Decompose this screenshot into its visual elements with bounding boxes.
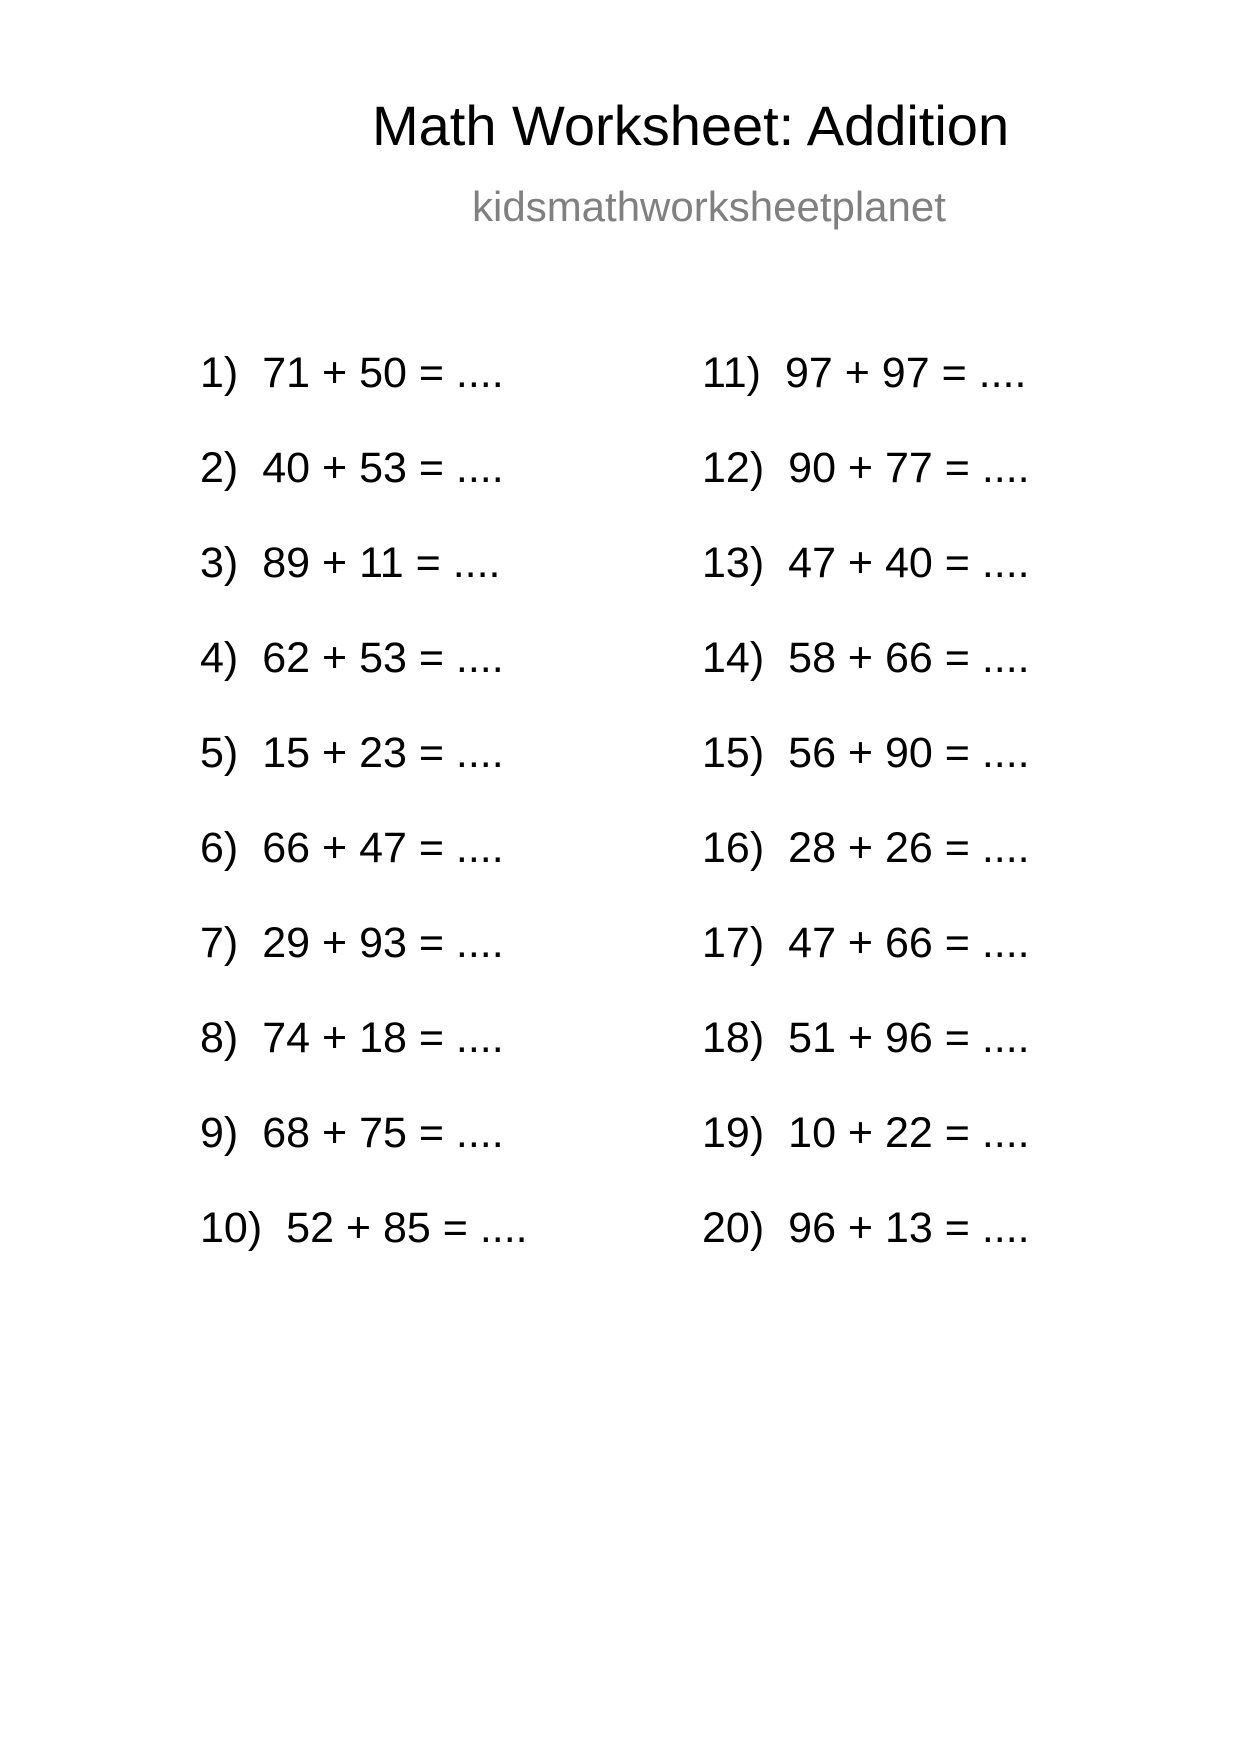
problem-item: [200, 634, 528, 732]
problem-number: 19): [702, 1109, 765, 1157]
problem-item: [702, 444, 1030, 542]
problem-item: [200, 824, 528, 922]
problem-item: [200, 919, 528, 1017]
problem-number: 16): [702, 824, 765, 872]
problem-expression: 68 + 75 = ....: [262, 1109, 504, 1157]
problem-number: 14): [702, 634, 765, 682]
problem-number: 17): [702, 919, 765, 967]
problem-number: 2): [200, 444, 239, 492]
worksheet-subtitle: kidsmathworksheetplanet: [472, 183, 946, 230]
problem-number: 6): [200, 824, 239, 872]
problem-number: 12): [702, 444, 765, 492]
problem-number: 7): [200, 919, 239, 967]
problems-left-column: [200, 349, 528, 1302]
problem-item: [200, 1014, 528, 1112]
problem-number: 18): [702, 1014, 765, 1062]
problem-item: [702, 349, 1030, 447]
problem-item: [702, 824, 1030, 922]
problem-expression: 47 + 66 = ....: [788, 919, 1030, 967]
problem-number: 20): [702, 1204, 765, 1252]
problem-expression: 40 + 53 = ....: [262, 444, 504, 492]
problem-item: [200, 349, 528, 447]
worksheet-title: Math Worksheet: Addition: [372, 94, 1010, 157]
problem-expression: 15 + 23 = ....: [262, 729, 504, 777]
problem-expression: 96 + 13 = ....: [788, 1204, 1030, 1252]
problem-expression: 58 + 66 = ....: [788, 634, 1030, 682]
problem-number: 13): [702, 539, 765, 587]
problem-expression: 90 + 77 = ....: [788, 444, 1030, 492]
problem-item: [200, 1109, 528, 1207]
problem-number: 1): [200, 349, 239, 397]
problem-item: [702, 1014, 1030, 1112]
problem-expression: 71 + 50 = ....: [262, 349, 504, 397]
problems-right-column: [702, 349, 1030, 1302]
problem-number: 4): [200, 634, 239, 682]
problem-expression: 62 + 53 = ....: [262, 634, 504, 682]
problem-item: [702, 729, 1030, 827]
problem-expression: 47 + 40 = ....: [788, 539, 1030, 587]
problem-expression: 56 + 90 = ....: [788, 729, 1030, 777]
problem-expression: 28 + 26 = ....: [788, 824, 1030, 872]
problem-item: [702, 1204, 1030, 1302]
problem-expression: 52 + 85 = ....: [286, 1204, 528, 1252]
problem-expression: 89 + 11 = ....: [262, 539, 501, 587]
problem-expression: 97 + 97 = ....: [784, 349, 1027, 397]
problem-item: [200, 539, 528, 637]
problem-number: 8): [200, 1014, 239, 1062]
problem-number: 11): [702, 349, 761, 397]
problem-item: [200, 1204, 528, 1302]
problem-item: [200, 729, 528, 827]
problem-expression: 74 + 18 = ....: [262, 1014, 504, 1062]
problem-item: [702, 919, 1030, 1017]
problem-number: 10): [200, 1204, 263, 1252]
problem-item: [702, 634, 1030, 732]
problem-number: 3): [200, 539, 239, 587]
problem-expression: 10 + 22 = ....: [788, 1109, 1030, 1157]
problem-expression: 51 + 96 = ....: [788, 1014, 1030, 1062]
problem-item: [702, 1109, 1030, 1207]
problem-expression: 29 + 93 = ....: [262, 919, 504, 967]
problem-item: [200, 444, 528, 542]
problem-item: [702, 539, 1030, 637]
problem-number: 9): [200, 1109, 239, 1157]
problem-expression: 66 + 47 = ....: [262, 824, 504, 872]
problem-number: 5): [200, 729, 239, 777]
problem-number: 15): [702, 729, 765, 777]
